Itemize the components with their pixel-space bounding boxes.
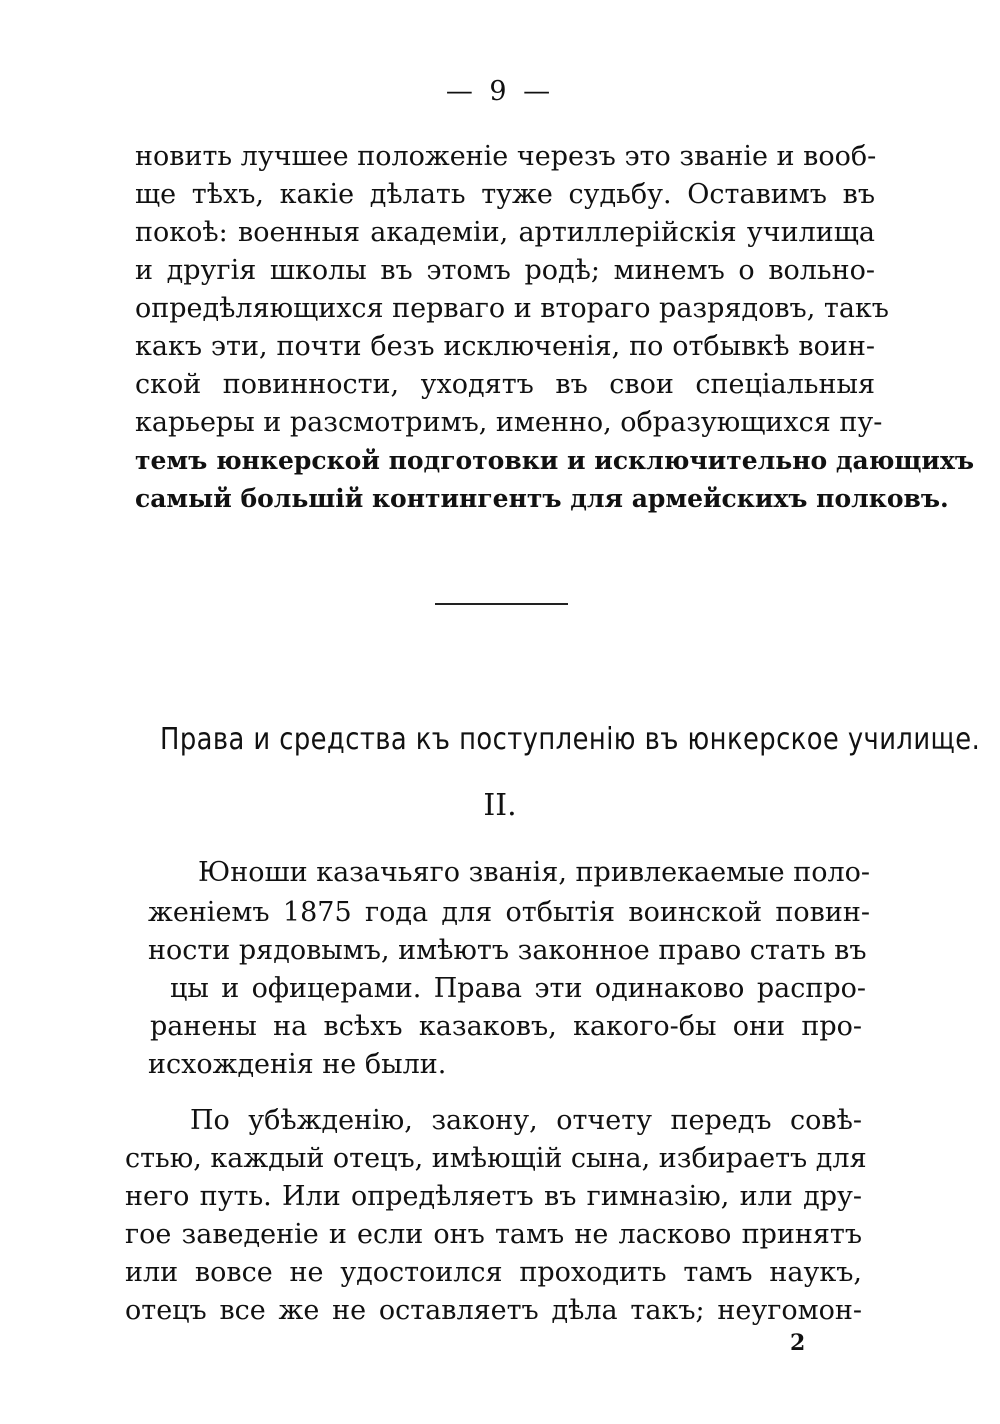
text-line: стью, каждый отецъ, имѣющій сына, избираетъ для [125,1143,867,1174]
text-line: какъ эти, почти безъ исключенія, по отбывкѣ воин- [135,331,875,362]
signature-mark: 2 [790,1330,806,1356]
text-line: гое заведеніе и если онъ тамъ не ласково принятъ [125,1219,862,1250]
text-line: отецъ все же не оставляетъ дѣла такъ; неугомон- [125,1295,862,1326]
text-line: женіемъ 1875 года для отбытія воинской повин- [148,897,870,928]
section-number: II. [483,788,517,823]
section-divider [435,603,568,605]
text-line: ности рядовымъ, имѣютъ законное право стать въ [148,935,867,966]
page-number: — 9 — [445,76,555,107]
text-line: ранены на всѣхъ казаковъ, какого-бы они про- [150,1011,862,1042]
text-line: цы и офицерами. Права эти одинаково распро- [170,973,866,1004]
text-line: ще тѣхъ, какіе дѣлать туже судьбу. Оставимъ въ [135,179,875,210]
text-line: новить лучшее положеніе черезъ это званіе и вооб- [135,141,877,172]
text-line: ской повинности, уходятъ въ свои спеціальныя [135,369,875,400]
section-title: Права и средства къ поступленію въ юнкерское училище. [160,722,981,757]
text-line: карьеры и разсмотримъ, именно, образующихся пу- [135,407,883,438]
text-line: самый большій контингентъ для армейскихъ полковъ. [135,484,949,513]
text-line: опредѣляющихся перваго и втораго разрядовъ, такъ [135,293,889,324]
text-line: исхожденія не были. [148,1049,447,1080]
text-line: или вовсе не удостоился проходить тамъ наукъ, [125,1257,862,1288]
text-line: него путь. Или опредѣляетъ въ гимназію, или дру- [125,1181,862,1212]
text-line: По убѣжденію, закону, отчету передъ совѣ- [190,1105,862,1136]
text-line: Юноши казачьяго званія, привлекаемые поло- [198,857,870,888]
text-line: покоѣ: военныя академіи, артиллерійскія училища [135,217,875,248]
text-line: темъ юнкерской подготовки и исключительно дающихъ [135,446,975,475]
text-line: и другія школы въ этомъ родѣ; минемъ о вольно- [135,255,875,286]
